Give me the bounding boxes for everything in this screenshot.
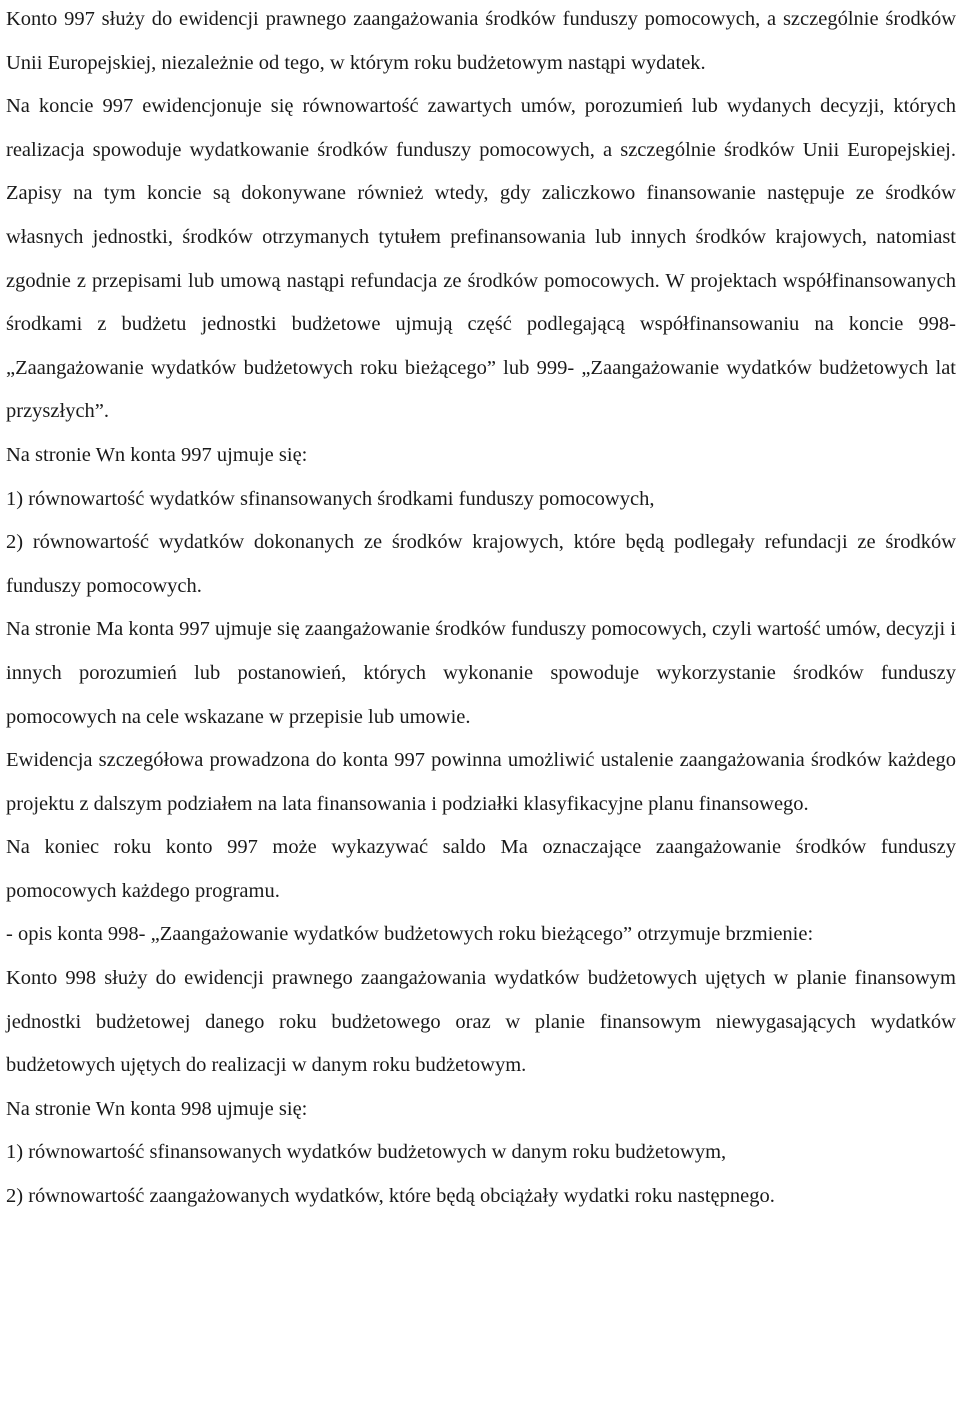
paragraph-opis-998: - opis konta 998- „Zaangażowanie wydatków budżetowych roku bieżącego” otrzymuje brzmienie:: [6, 923, 814, 946]
list-item-wn-997-2: 2) równowartość wydatków dokonanych ze środków krajowych, które będą podlegały refundacji ze środków funduszy pomocowych.: [6, 531, 956, 597]
list-item-wn-997-1: 1) równowartość wydatków sfinansowanych środkami funduszy pomocowych,: [6, 487, 655, 510]
paragraph-konto-998-intro: Konto 998 służy do ewidencji prawnego zaangażowania wydatków budżetowych ujętych w planie finansowym jednostki budżetowej danego roku budżetowego oraz w planie finansowym niewygasających wydatków budżetowych ujętych do realizacji w danym roku budżetowym.: [6, 967, 956, 1077]
paragraph-konto-997-ewidencja: Na koncie 997 ewidencjonuje się równowartość zawartych umów, porozumień lub wydanych decyzji, których realizacja spowoduje wydatkowanie środków funduszy pomocowych, a szczególnie środków Unii Europejskiej. Zapisy na tym koncie są dokonywane również wtedy, gdy zaliczkowo finansowanie następuje ze środków własnych jednostki, środków otrzymanych tytułem prefinansowania lub innych środków krajowych, natomiast zgodnie z przepisami lub umową nastąpi refundacja ze środków pomocowych. W projektach współfinansowanych środkami z budżetu jednostki budżetowe ujmują część podlegającą współfinansowaniu na koncie 998- „Zaangażowanie wydatków budżetowych roku bieżącego” lub 999- „Zaangażowanie wydatków budżetowych lat przyszłych”.: [6, 95, 956, 423]
paragraph-wn-997-heading: Na stronie Wn konta 997 ujmuje się:: [6, 443, 308, 466]
paragraph-ewidencja-szczegolowa: Ewidencja szczegółowa prowadzona do konta 997 powinna umożliwić ustalenie zaangażowania środków każdego projektu z dalszym podziałem na lata finansowania i podziałki klasyfikacyjne planu finansowego.: [6, 749, 956, 815]
list-item-wn-998-2: 2) równowartość zaangażowanych wydatków, które będą obciążały wydatki roku następnego.: [6, 1185, 775, 1208]
document-page: [6, 0, 956, 1219]
list-item-wn-998-1: 1) równowartość sfinansowanych wydatków budżetowych w danym roku budżetowym,: [6, 1141, 727, 1164]
paragraph-ma-997: Na stronie Ma konta 997 ujmuje się zaangażowanie środków funduszy pomocowych, czyli wartość umów, decyzji i innych porozumień lub postanowień, których wykonanie spowoduje wykorzystanie środków funduszy pomocowych na cele wskazane w przepisie lub umowie.: [6, 618, 956, 728]
paragraph-wn-998-heading: Na stronie Wn konta 998 ujmuje się:: [6, 1097, 308, 1120]
paragraph-konto-997-intro: Konto 997 służy do ewidencji prawnego zaangażowania środków funduszy pomocowych, a szczególnie środków Unii Europejskiej, niezależnie od tego, w którym roku budżetowym nastąpi wydatek.: [6, 8, 956, 74]
paragraph-saldo-997: Na koniec roku konto 997 może wykazywać saldo Ma oznaczające zaangażowanie środków funduszy pomocowych każdego programu.: [6, 836, 956, 902]
